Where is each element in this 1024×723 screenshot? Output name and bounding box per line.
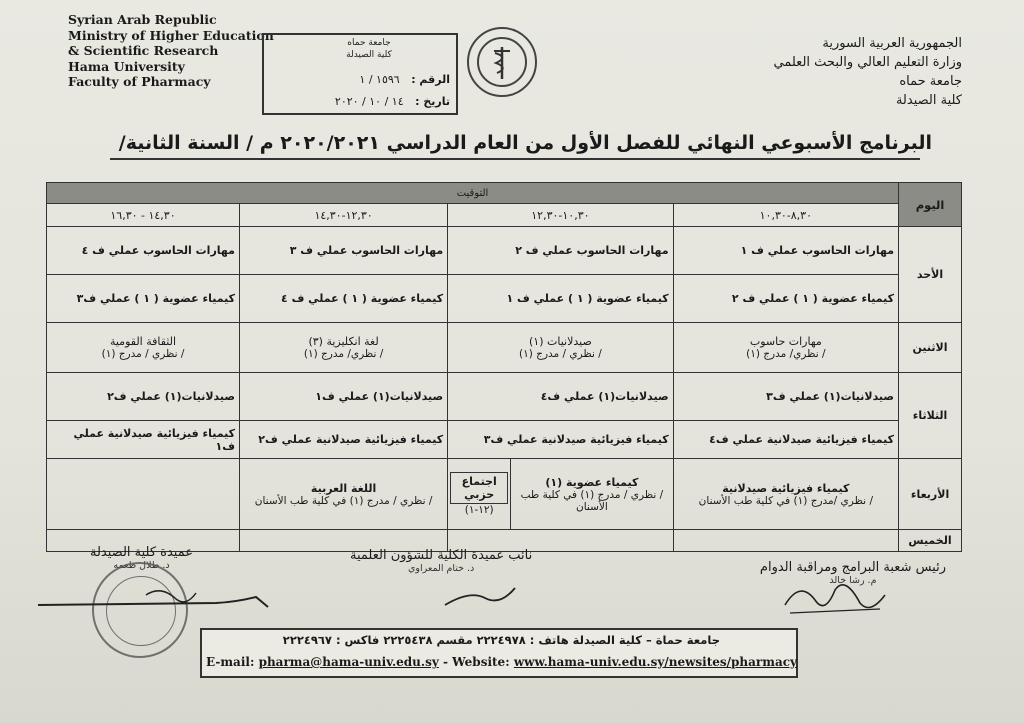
class-title: مهارات حاسوب [749, 335, 822, 348]
time-slot: ١٢,٣٠-١٤,٣٠ [240, 204, 448, 227]
website-label: Website: [452, 655, 510, 669]
class-cell [240, 459, 448, 530]
handwritten-signature-icon [780, 575, 890, 620]
class-title: صيدلانيات (١) [528, 335, 592, 348]
ref-date-value: ١٤ / ١٠ / ٢٠٢٠ [334, 95, 404, 108]
title-underline [110, 158, 920, 160]
class-title: اللغة العربية [310, 481, 377, 495]
ref-date-line [272, 95, 450, 108]
class-cell [448, 459, 510, 529]
signature-vice-dean [350, 548, 532, 574]
class-cell [673, 323, 898, 373]
class-cell: صيدلانيات(١) عملي ف٣ [673, 373, 898, 421]
reference-box [262, 33, 458, 115]
class-cell [47, 323, 240, 373]
signature-name: د. طلال طعمه [113, 560, 170, 571]
class-detail: (١٢-١) [464, 504, 494, 516]
header-en-line: Ministry of Higher Education [68, 27, 274, 43]
class-cell: كيمياء فيزيائية صيدلانية عملي ف٤ [673, 421, 898, 459]
class-cell [448, 323, 673, 373]
day-wednesday: الأربعاء [899, 459, 962, 530]
class-cell-empty [47, 459, 240, 530]
class-title: اجتماع حزبي [450, 472, 508, 504]
handwritten-signature-icon [440, 580, 520, 610]
header-ar-line: وزارة التعليم العالي والبحث العلمي [773, 55, 962, 70]
time-header: التوقيت [47, 183, 899, 204]
day-sunday: الأحد [899, 227, 962, 323]
class-detail: / نظري/ مدرج (١) [746, 348, 826, 360]
footer-english-contact: E-mail: pharma@hama-univ.edu.sy - Website: www.hama-univ.edu.sy/newsites/pharmacy [206, 655, 798, 669]
class-cell: صيدلانيات(١) عملي ف٢ [47, 373, 240, 421]
header-english [68, 12, 274, 90]
header-ar-line: كلية الصيدلة [895, 93, 962, 108]
class-cell: كيمياء عضوية ( ١ ) عملي ف٣ [47, 275, 240, 323]
ref-number-value: ١٥٩٦ / ١ [359, 73, 400, 86]
signature-title: رئيس شعبة البرامج ومراقبة الدوام [759, 560, 946, 575]
class-detail: / نظري/ مدرج (١) [303, 348, 384, 360]
class-cell: كيمياء فيزيائية صيدلانية عملي ف٢ [240, 421, 448, 459]
header-en-line: Syrian Arab Republic [68, 12, 217, 27]
class-cell: كيمياء فيزيائية صيدلانية عملي ف١ [47, 421, 240, 459]
class-cell: مهارات الحاسوب عملي ف ٢ [448, 227, 673, 275]
class-cell: كيمياء عضوية ( ١ ) عملي ف ١ [448, 275, 673, 323]
class-cell: كيمياء فيزيائية صيدلانية عملي ف٣ [448, 421, 673, 459]
signature-name: د. ختام المعراوي [407, 563, 475, 574]
schedule-title: البرنامج الأسبوعي النهائي للفصل الأول من العام الدراسي ٢٠٢٠/٢٠٢١ م / السنة الثانية/ [118, 132, 932, 154]
faculty-stamp-text: جامعة حماه كلية الصيدلة [346, 38, 392, 60]
class-cell: مهارات الحاسوب عملي ف ٣ [240, 227, 448, 275]
header-ar-line: جامعة حماه [899, 74, 962, 89]
ref-date-label: تاريخ : [415, 95, 450, 108]
ref-number-line [272, 73, 450, 86]
class-detail: / نظري /مدرج (١) في كلية طب الأسنان [698, 494, 873, 507]
ref-number-label: الرقم : [411, 73, 450, 86]
class-cell: كيمياء عضوية ( ١ ) عملي ف ٢ [673, 275, 898, 323]
schedule-table [46, 182, 962, 552]
time-slot: ١٤,٣٠ - ١٦,٣٠ [47, 204, 240, 227]
header-en-line: Faculty of Pharmacy [68, 74, 211, 89]
class-cell: صيدلانيات(١) عملي ف١ [240, 373, 448, 421]
handwritten-signature-icon [36, 585, 276, 615]
class-cell [673, 459, 898, 530]
email-link[interactable]: pharma@hama-univ.edu.sy [258, 655, 439, 669]
university-logo [467, 27, 537, 97]
class-detail: / نظري / مدرج (١) [101, 348, 185, 360]
class-cell [240, 323, 448, 373]
header-en-line: & Scientific Research [68, 43, 219, 58]
class-cell: صيدلانيات(١) عملي ف٤ [448, 373, 673, 421]
website-link[interactable]: www.hama-univ.edu.sy/newsites/pharmacy [513, 655, 798, 669]
day-thursday: الخميس [899, 530, 962, 552]
time-slot: ١٠,٣٠-١٢,٣٠ [448, 204, 673, 227]
class-cell-empty [673, 530, 898, 552]
class-cell [510, 459, 672, 529]
header-arabic [702, 34, 962, 110]
caduceus-icon [469, 29, 535, 95]
class-detail: / نظري / مدرج (١) في كلية طب الأسنان [254, 494, 433, 507]
class-cell: مهارات الحاسوب عملي ف ٤ [47, 227, 240, 275]
class-detail: / نظري / مدرج (١) [518, 348, 602, 360]
signature-title: عميدة كلية الصيدلة [90, 545, 194, 560]
class-title: كيمياء عضوية (١) [545, 475, 639, 489]
class-cell: كيمياء عضوية ( ١ ) عملي ف ٤ [240, 275, 448, 323]
class-title: لغة انكليزية (٣) [308, 335, 379, 348]
signature-title: نائب عميدة الكلية للشؤون العلمية [350, 548, 533, 563]
class-cell-split [448, 459, 673, 530]
day-header: اليوم [899, 183, 962, 227]
email-label: E-mail: [206, 655, 255, 669]
header-ar-line: الجمهورية العربية السورية [822, 36, 962, 51]
footer-arabic-contact: جامعة حماة – كلية الصيدلة هاتف : ٢٢٢٤٩٧٨ مقسم ٢٢٢٥٤٣٨ فاكس : ٢٢٢٤٩٦٧ [282, 633, 720, 647]
header-en-line: Hama University [68, 58, 185, 74]
signature-name: م. رشا خالد [829, 575, 877, 586]
class-cell: مهارات الحاسوب عملي ف ١ [673, 227, 898, 275]
day-tuesday: الثلاثاء [899, 373, 962, 459]
class-title: الثقافة القومية [109, 335, 177, 348]
day-monday: الاثنين [899, 323, 962, 373]
class-title: كيمياء فيزيائية صيدلانية [722, 481, 850, 495]
class-detail: / نظري / مدرج (١) في كلية طب الأسنان [520, 488, 664, 513]
time-slot: ٨,٣٠-١٠,٣٠ [673, 204, 898, 227]
footer-contact-box [200, 628, 798, 678]
